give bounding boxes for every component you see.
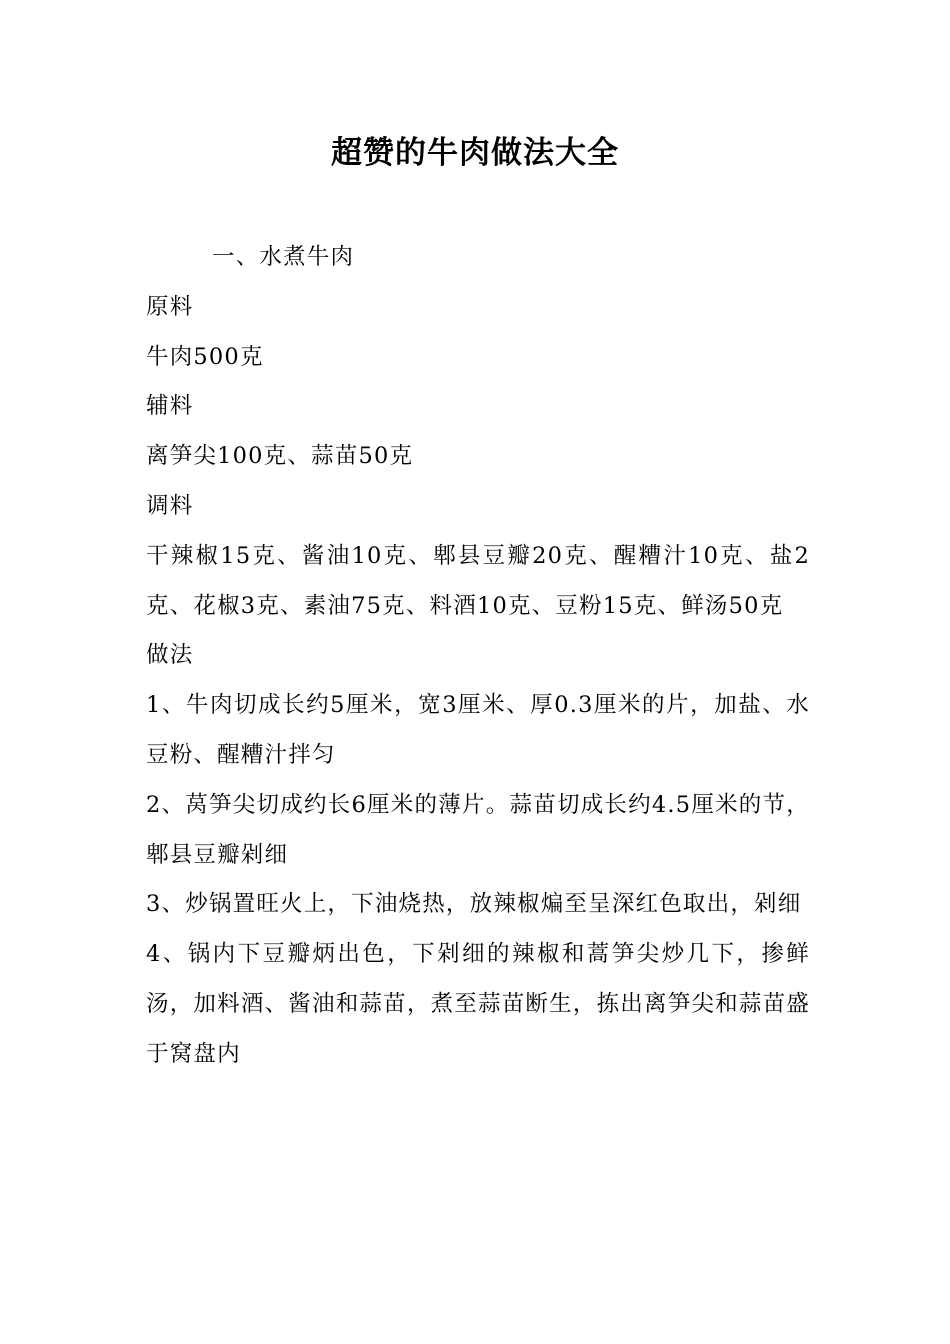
ingredients-text: 牛肉500克 [146, 343, 264, 370]
seasoning-label: 调料 [146, 492, 194, 519]
method-step: 2、莴笋尖切成约长6厘米的薄片。蒜苗切成长约4.5厘米的节，郫县豆瓣剁细 [146, 791, 810, 868]
method-step: 4、锅内下豆瓣炳出色，下剁细的辣椒和蒿笋尖炒几下，掺鲜汤，加料酒、酱油和蒜苗，煮至蒜苗断生，拣出离笋尖和蒜苗盛于窝盘内 [146, 941, 810, 1067]
auxiliary-text: 离笋尖100克、蒜苗50克 [146, 443, 414, 470]
document-title: 超赞的牛肉做法大全 [331, 135, 619, 171]
method-label: 做法 [146, 642, 194, 669]
method-step: 1、牛肉切成长约5厘米，宽3厘米、厚0.3厘米的片，加盐、水豆粉、醒糟汁拌匀 [146, 692, 810, 768]
document-body [146, 233, 810, 1080]
section-heading: 一、水煮牛肉 [212, 244, 355, 270]
seasoning-text: 干辣椒15克、酱油10克、郫县豆瓣20克、醒糟汁10克、盐2克、花椒3克、素油75克、料酒10克、豆粉15克、鲜汤50克 [146, 542, 810, 619]
method-step: 3、炒锅置旺火上，下油烧热，放辣椒煸至呈深红色取出，剁细 [146, 891, 802, 918]
ingredients-label: 原料 [146, 293, 194, 320]
auxiliary-label: 辅料 [146, 393, 194, 420]
